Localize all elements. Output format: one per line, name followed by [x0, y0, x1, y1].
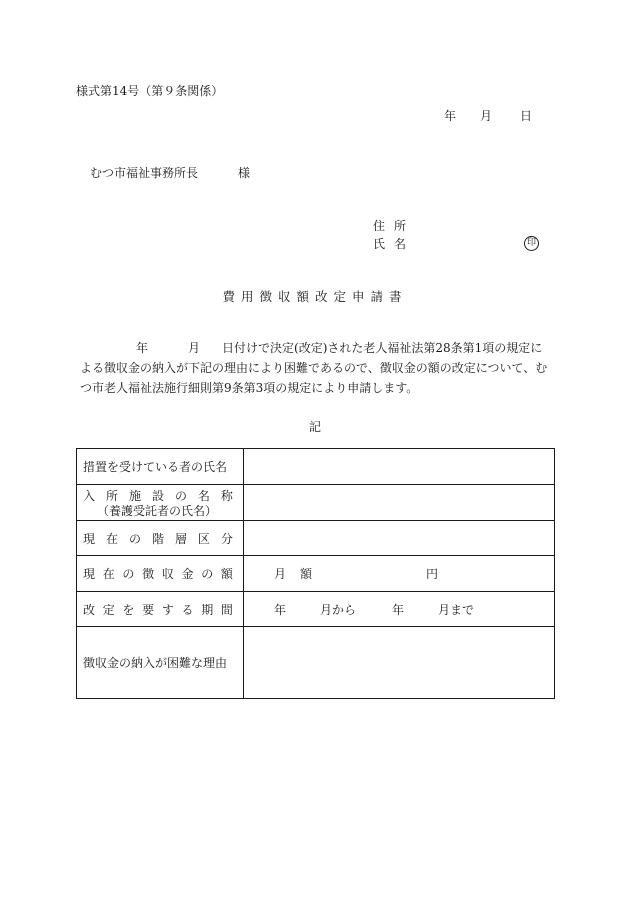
date-day-label: 日 [520, 109, 533, 123]
facility-name-field[interactable] [244, 485, 555, 521]
facility-sublabel: （養護受託者の氏名） [97, 503, 218, 518]
table-row [77, 556, 555, 592]
addressee-office: むつ市福祉事務所長 [90, 166, 199, 180]
statement-year: 年 [136, 341, 149, 355]
revision-period-field[interactable] [244, 592, 555, 627]
current-amount-field[interactable] [244, 556, 555, 592]
row-label-revision-period: 改 定 を 要 す る 期 間 [77, 592, 244, 627]
application-table [76, 448, 555, 699]
addressee [90, 165, 250, 181]
row-label-recipient-name: 措置を受けている者の氏名 [77, 449, 244, 485]
address-label: 住所 [373, 219, 416, 233]
row-label-current-tier: 現 在 の 階 層 区 分 [77, 521, 244, 556]
table-row [77, 449, 555, 485]
seal-mark: 印 [524, 236, 539, 251]
period-month-from: 月から [320, 602, 357, 617]
table-row [77, 592, 555, 627]
yen-unit: 円 [426, 567, 439, 581]
table-row [77, 627, 555, 699]
date-year-label: 年 [444, 109, 457, 123]
period-year-to: 年 [392, 602, 405, 617]
period-year-from: 年 [274, 602, 287, 617]
application-date [444, 108, 532, 124]
document-title: 費用徴収額改定申請書 [222, 289, 408, 304]
form-number: 様式第14号（第９条関係） [76, 84, 224, 98]
table-row [77, 521, 555, 556]
monthly-label: 月額 [274, 567, 327, 581]
name-label: 氏名 [373, 237, 416, 251]
facility-label: 入 所 施 設 の 名 称 [83, 488, 233, 503]
period-month-to: 月まで [438, 602, 475, 617]
statement-month: 月 [188, 341, 201, 355]
row-label-facility [77, 485, 244, 521]
application-statement [80, 338, 554, 398]
hardship-reason-field[interactable] [244, 627, 555, 699]
current-tier-field[interactable] [244, 521, 555, 556]
statement-text: 日付けで決定(改定)された老人福祉法第28条第1項の規定による徴収金の納入が下記の理由により困難であるので、徴収金の額の改定について、むつ市老人福祉法施行細則第9条第3項の規定により申請します。 [80, 341, 548, 395]
row-label-hardship-reason: 徴収金の納入が困難な理由 [77, 627, 244, 699]
row-label-current-amount: 現 在 の 徴 収 金 の 額 [77, 556, 244, 592]
recipient-name-field[interactable] [244, 449, 555, 485]
ki-heading: 記 [308, 420, 321, 434]
addressee-honorific: 様 [238, 166, 251, 180]
table-row [77, 485, 555, 521]
date-month-label: 月 [480, 109, 493, 123]
